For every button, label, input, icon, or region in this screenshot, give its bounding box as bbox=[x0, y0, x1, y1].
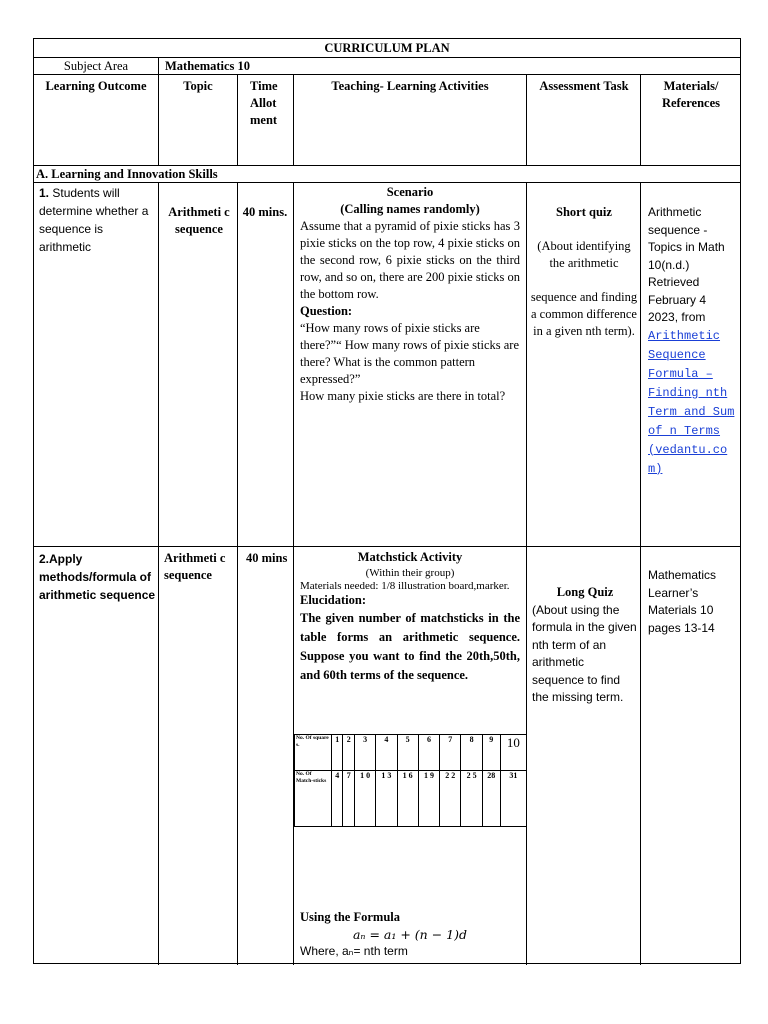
row1-materials bbox=[648, 204, 738, 479]
subject-area-label: Subject Area bbox=[63, 59, 129, 73]
short-quiz-title: Short quiz bbox=[556, 205, 612, 219]
question-text: “How many rows of pixie sticks are there?”“ How many rows of pixie sticks are there? What is the common pattern expressed?” bbox=[300, 321, 520, 386]
row2-topic: Arithmeti c sequence bbox=[164, 551, 226, 582]
row2-materials: Mathematics Learner’s Materials 10 pages 13-14 bbox=[648, 568, 717, 635]
table-row bbox=[295, 771, 527, 827]
plan-title: CURRICULUM PLAN bbox=[324, 41, 450, 55]
short-quiz-description-1: (About identifying the arithmetic bbox=[537, 239, 631, 270]
table-cell: 28 bbox=[482, 771, 500, 827]
table-cell: 2 bbox=[343, 735, 354, 771]
row1-time: 40 mins. bbox=[242, 205, 288, 219]
matchstick-activity-subtitle: (Within their group) bbox=[365, 567, 455, 579]
row2-learning-outcome: 2.Apply methods/formula of arithmetic sequence bbox=[39, 552, 156, 602]
header-learning-outcome: Learning Outcome bbox=[45, 79, 147, 93]
table-cell: 6 bbox=[418, 735, 439, 771]
table-cell: 7 bbox=[343, 771, 354, 827]
long-quiz-description: (About using the formula in the given nth term of an arithmetic sequence to find the missing term. bbox=[532, 602, 637, 704]
table-cell: 8 bbox=[461, 735, 482, 771]
question-label: Question: bbox=[300, 304, 353, 318]
matchstick-table bbox=[294, 734, 527, 827]
long-quiz-title: Long Quiz bbox=[556, 585, 614, 599]
row2-time: 40 mins bbox=[246, 551, 288, 565]
section-heading: A. Learning and Innovation Skills bbox=[36, 167, 218, 181]
row1-topic: Arithmeti c sequence bbox=[168, 205, 230, 236]
table-cell: 9 bbox=[482, 735, 500, 771]
table-row bbox=[295, 735, 527, 771]
matchstick-activity-title: Matchstick Activity bbox=[357, 550, 463, 564]
table-cell: 1 3 bbox=[376, 771, 397, 827]
reference-link[interactable]: Arithmetic Sequence Formula – Finding nth Term and Sum of n Terms (vedantu.co m) bbox=[648, 328, 735, 476]
table-cell: 31 bbox=[500, 771, 526, 827]
curriculum-plan-table bbox=[33, 38, 741, 964]
rule bbox=[237, 74, 238, 165]
subject-area-value: Mathematics 10 bbox=[165, 59, 251, 73]
rule bbox=[640, 74, 641, 165]
row1-reference-text: Arithmetic sequence -Topics in Math 10(n.d.) Retrieved February 4 2023, from bbox=[648, 205, 725, 324]
row1-learning-outcome bbox=[39, 184, 155, 256]
row1-assessment bbox=[530, 204, 638, 340]
rule bbox=[34, 546, 740, 547]
header-topic: Topic bbox=[183, 79, 213, 93]
formula: aₙ = a₁ + (n − 1)d bbox=[352, 927, 467, 942]
row1-outcome-number: 1. bbox=[39, 186, 50, 200]
header-assessment: Assessment Task bbox=[539, 79, 629, 93]
where-text: Where, aₙ= nth term bbox=[300, 944, 408, 958]
table-cell: 1 9 bbox=[418, 771, 439, 827]
table-cell: 5 bbox=[397, 735, 418, 771]
rule bbox=[158, 182, 159, 965]
table-cell: 2 2 bbox=[440, 771, 461, 827]
table-cell: 2 5 bbox=[461, 771, 482, 827]
table-cell: 1 bbox=[332, 735, 343, 771]
scenario-subtitle: (Calling names randomly) bbox=[340, 202, 480, 216]
table-cell: 1 6 bbox=[397, 771, 418, 827]
header-time: Time Allot ment bbox=[250, 79, 278, 127]
rule bbox=[640, 182, 641, 965]
row2-assessment bbox=[532, 584, 638, 707]
table-row-label: No. Of Match-sticks bbox=[295, 771, 332, 827]
row1-activities bbox=[300, 184, 520, 405]
table-cell: 4 bbox=[332, 771, 343, 827]
rule bbox=[158, 57, 159, 74]
formula-label: Using the Formula bbox=[300, 910, 400, 924]
table-cell: 4 bbox=[376, 735, 397, 771]
table-cell: 3 bbox=[354, 735, 375, 771]
question-text-total: How many pixie sticks are there in total? bbox=[300, 389, 506, 403]
rule bbox=[237, 182, 238, 965]
table-cell: 10 bbox=[500, 735, 526, 771]
rule bbox=[293, 182, 294, 965]
header-activities: Teaching- Learning Activities bbox=[331, 79, 489, 93]
elucidation-text: The given number of matchsticks in the table forms an arithmetic sequence. Suppose you want to find the 20th,50th, and 60th terms of the sequence. bbox=[300, 611, 520, 682]
elucidation-label: Elucidation: bbox=[300, 593, 366, 607]
table-row-label: No. Of square s. bbox=[295, 735, 332, 771]
row2-activities bbox=[300, 549, 520, 685]
scenario-text: Assume that a pyramid of pixie sticks has 3 pixie sticks on the top row, 4 pixie sticks on the second row, 6 pixie sticks on the third row, and so on, there are 200 pixie sticks on the bottom row. bbox=[300, 219, 520, 301]
scenario-title: Scenario bbox=[386, 185, 434, 199]
short-quiz-description-2: sequence and finding a common difference in a given nth term). bbox=[530, 290, 638, 338]
table-cell: 7 bbox=[440, 735, 461, 771]
rule bbox=[526, 74, 527, 165]
formula-block bbox=[300, 909, 520, 960]
header-materials: Materials/ References bbox=[661, 79, 721, 110]
row1-outcome-text: Students will determine whether a sequence is arithmetic bbox=[39, 186, 149, 254]
rule bbox=[293, 74, 294, 165]
rule bbox=[526, 182, 527, 965]
table-cell: 1 0 bbox=[354, 771, 375, 827]
rule bbox=[158, 74, 159, 165]
materials-needed: Materials needed: 1/8 illustration board,marker. bbox=[300, 580, 510, 592]
